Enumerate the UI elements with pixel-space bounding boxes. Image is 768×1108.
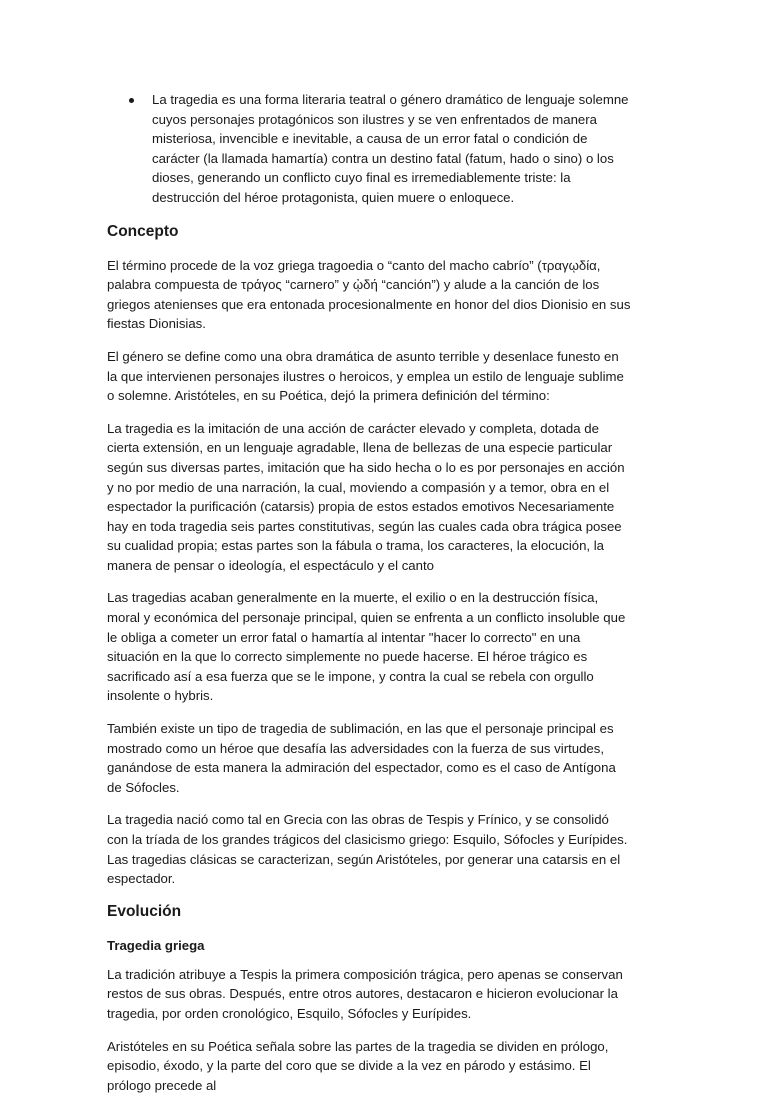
paragraph-aristotle-definition: La tragedia es la imitación de una acción de carácter elevado y completa, dotada de cierta extensión, en un lenguaje agradable, llena de bellezas de una especie particular según sus diversas partes, imitación que ha sido hecha o lo es por personajes en acción y no por medio de una narración, la cual, moviendo a compasión y a temor, obra en el espectador la purificación (catarsis) propia de estos estados emotivos Necesariamente hay en toda tragedia seis partes constitutivas, según las cuales cada obra trágica posee su cualidad propia; estas partes son la fábula o trama, los caracteres, la elocución, la manera de pensar o ideología, el espectáculo y el canto — [107, 420, 625, 573]
heading-evolucion: Evolución — [107, 902, 182, 920]
bullet-dot-icon — [129, 98, 134, 103]
paragraph-poetica-parts: Aristóteles en su Poética señala sobre las partes de la tragedia se dividen en prólogo, episodio, éxodo, y la parte del coro que se divide a la vez en párodo y estásimo. El prólogo precede al — [107, 1038, 609, 1093]
paragraph-definition-intro: El género se define como una obra dramática de asunto terrible y desenlace funesto en la que intervienen personajes ilustres o heroicos, y emplea un estilo de lenguaje sublime o solemne. Aristóteles, en su Poética, dejó la primera definición del término: — [107, 348, 624, 404]
paragraph-sublimation: También existe un tipo de tragedia de sublimación, en las que el personaje principal es mostrado como un héroe que desafía las adversidades con la fuerza de sus virtudes, ganándose de esta manera la admiración del espectador, como es el caso de Antígona de Sófocles. — [107, 721, 616, 795]
heading-concepto: Concepto — [107, 222, 179, 240]
document-page — [107, 90, 632, 1108]
paragraph-etymology: El término procede de la voz griega tragoedia o “canto del macho cabrío” (τραγῳδία, palabra compuesta de τράγος “carnero” y ᾠδή “canción”) y alude a la canción de los griegos atenienses que era entonada procesionalmente en honor del dios Dionisio en sus fiestas Dionisias. — [107, 257, 631, 332]
paragraph-origin-greece: La tragedia nació como tal en Grecia con las obras de Tespis y Frínico, y se consolidó con la tríada de los grandes trágicos del clasicismo griego: Esquilo, Sófocles y Eurípides. Las tragedias clásicas se caracterizan, según Aristóteles, por generar una catarsis en el espectador. — [107, 812, 628, 887]
subheading-tragedia-griega: Tragedia griega — [107, 937, 205, 953]
bullet-text: La tragedia es una forma literaria teatral o género dramático de lenguaje solemne cuyos personajes protagónicos son ilustres y se ven enfrentados de manera misteriosa, invencible e inevitable, a causa de un error fatal o condición de carácter (la llamada hamartía) contra un destino fatal (fatum, hado o sino) o los dioses, generando un conflicto cuyo final es irremediablemente triste: la destrucción del héroe protagonista, quien muere o enloquece. — [152, 92, 629, 205]
paragraph-tradition-tespis: La tradición atribuye a Tespis la primera composición trágica, pero apenas se conservan restos de sus obras. Después, entre otros autores, destacaron e hicieron evolucionar la tragedia, por orden cronológico, Esquilo, Sófocles y Eurípides. — [107, 966, 623, 1021]
bullet-list-item — [107, 90, 632, 208]
paragraph-tragic-ending: Las tragedias acaban generalmente en la muerte, el exilio o en la destrucción física, moral y económica del personaje principal, quien se enfrenta a un conflicto insoluble que le obliga a cometer un error fatal o hamartía al intentar "hacer lo correcto" en una situación en la que lo correcto simplemente no puede hacerse. El héroe trágico es sacrificado así a esa fuerza que se le impone, y contra la cual se rebela con orgullo insolente o hybris. — [107, 590, 626, 704]
